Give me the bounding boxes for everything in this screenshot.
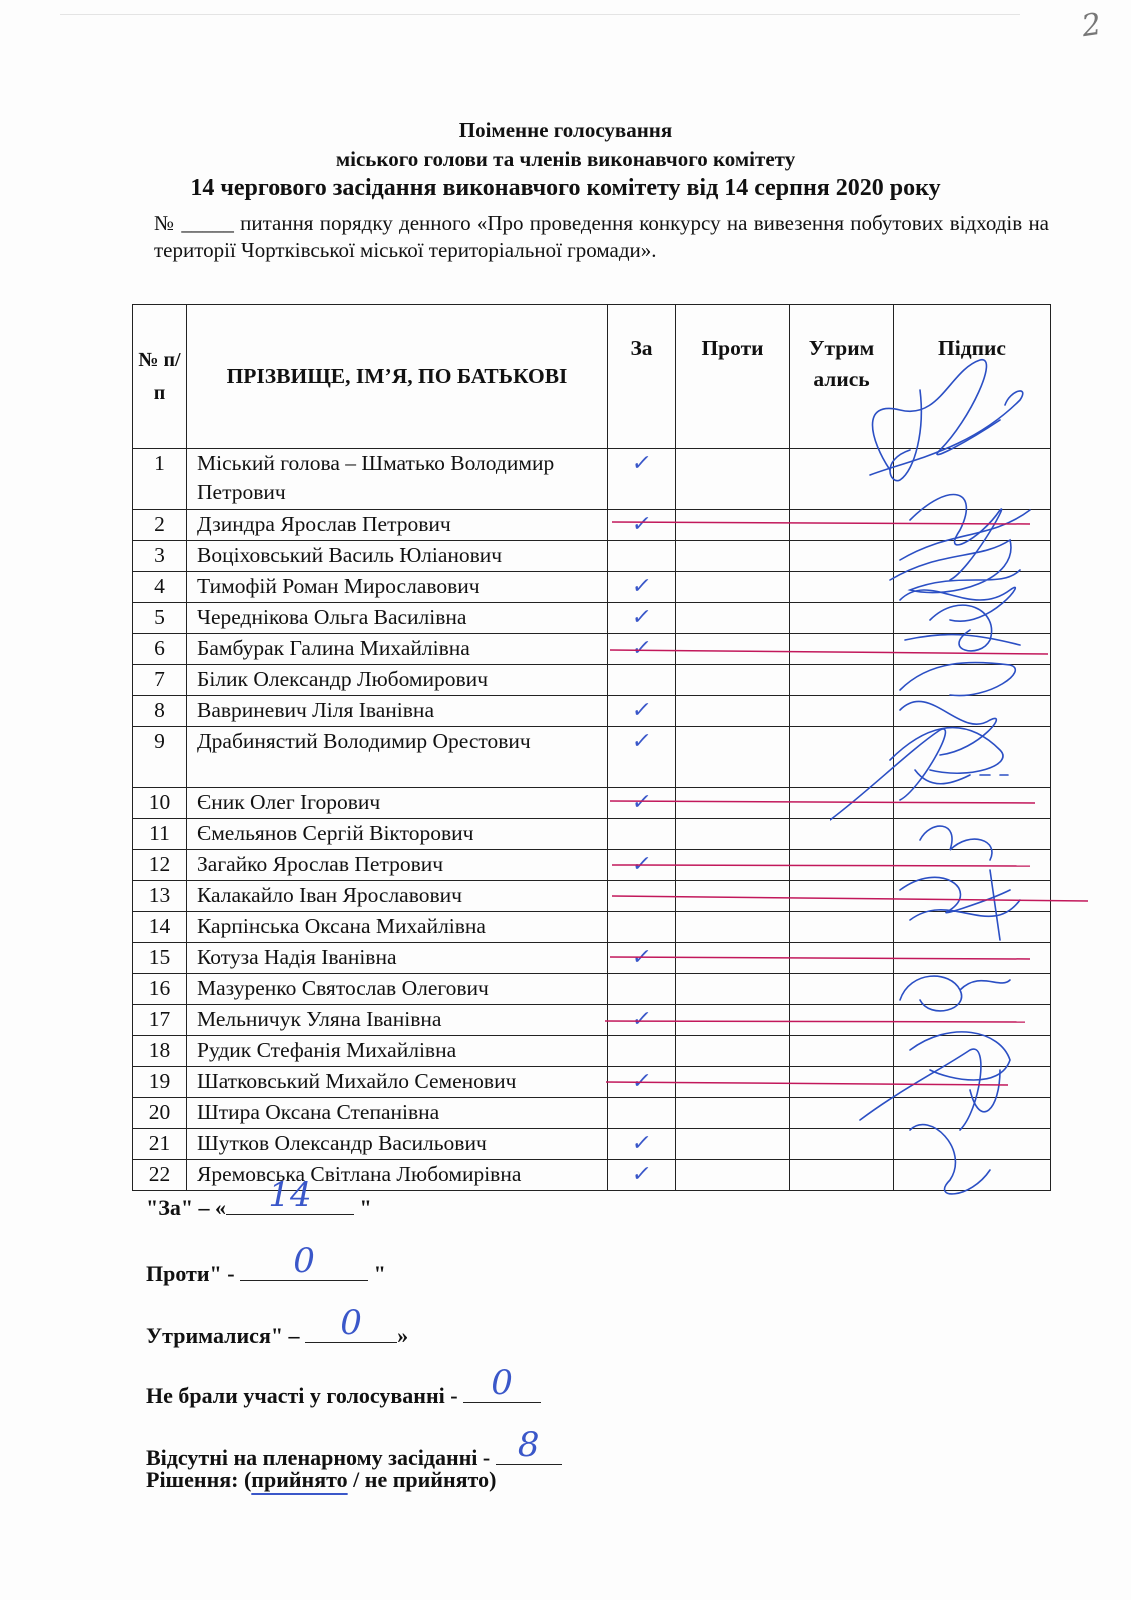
check-mark-icon: ✓ xyxy=(630,574,653,599)
vote-for-cell xyxy=(608,727,676,788)
col-against-header: Проти xyxy=(676,305,790,449)
table-row xyxy=(133,943,1051,974)
check-mark-icon: ✓ xyxy=(630,636,653,661)
vote-against-cell xyxy=(676,974,790,1005)
vote-abstain-cell xyxy=(790,603,894,634)
table-header-row xyxy=(133,305,1051,449)
table-row xyxy=(133,819,1051,850)
vote-abstain-cell xyxy=(790,850,894,881)
member-name: Мельничук Уляна Іванівна xyxy=(187,1005,608,1036)
member-name: Міський голова – Шматько Володимир Петрович xyxy=(187,449,608,510)
vote-abstain-cell xyxy=(790,665,894,696)
signature-cell xyxy=(894,1129,1051,1160)
vote-against-cell xyxy=(676,1067,790,1098)
summary-for-label: "За" – « xyxy=(146,1195,227,1220)
row-number: 22 xyxy=(133,1160,187,1191)
signature-cell xyxy=(894,510,1051,541)
vote-against-cell xyxy=(676,1129,790,1160)
table-row xyxy=(133,912,1051,943)
row-number: 11 xyxy=(133,819,187,850)
vote-for-cell xyxy=(608,850,676,881)
signature-cell xyxy=(894,696,1051,727)
table-row xyxy=(133,572,1051,603)
signature-cell xyxy=(894,850,1051,881)
vote-against-cell xyxy=(676,1005,790,1036)
summary-against-value: 0 xyxy=(293,1241,315,1281)
vote-for-cell xyxy=(608,974,676,1005)
vote-abstain-cell xyxy=(790,788,894,819)
summary-absent-label: Відсутні на пленарному засіданні - xyxy=(146,1445,496,1470)
member-name: Білик Олександр Любомирович xyxy=(187,665,608,696)
vote-abstain-cell xyxy=(790,541,894,572)
vote-abstain-cell xyxy=(790,510,894,541)
table-row xyxy=(133,974,1051,1005)
vote-abstain-cell xyxy=(790,449,894,510)
table-row xyxy=(133,449,1051,510)
table-row xyxy=(133,727,1051,788)
vote-abstain-cell xyxy=(790,696,894,727)
row-number: 2 xyxy=(133,510,187,541)
title: Поіменне голосування xyxy=(458,118,673,142)
table-row xyxy=(133,1067,1051,1098)
table-row xyxy=(133,541,1051,572)
summary-absent-value: 8 xyxy=(517,1425,540,1465)
vote-abstain-cell xyxy=(790,634,894,665)
vote-abstain-cell xyxy=(790,1160,894,1191)
table-row xyxy=(133,1098,1051,1129)
signature-cell xyxy=(894,881,1051,912)
signature-cell xyxy=(894,1067,1051,1098)
member-name: Воціховський Василь Юліанович xyxy=(187,541,608,572)
table-row xyxy=(133,1005,1051,1036)
vote-against-cell xyxy=(676,696,790,727)
subtitle: міського голови та членів виконавчого комітету xyxy=(335,147,796,171)
vote-against-cell xyxy=(676,572,790,603)
summary-not-voted-label: Не брали участі у голосуванні - xyxy=(146,1383,464,1408)
vote-against-cell xyxy=(676,819,790,850)
signature-cell xyxy=(894,1036,1051,1067)
member-name: Тимофій Роман Мирославович xyxy=(187,572,608,603)
member-name: Яремовська Світлана Любомирівна xyxy=(187,1160,608,1191)
vote-against-cell xyxy=(676,510,790,541)
vote-abstain-cell xyxy=(790,727,894,788)
check-mark-icon: ✓ xyxy=(630,852,653,877)
member-name: Шутков Олександр Васильович xyxy=(187,1129,608,1160)
decision-label: Рішення: ( xyxy=(146,1467,252,1492)
row-number: 21 xyxy=(133,1129,187,1160)
vote-against-cell xyxy=(676,634,790,665)
row-number: 13 xyxy=(133,881,187,912)
check-mark-icon: ✓ xyxy=(630,605,653,630)
vote-against-cell xyxy=(676,541,790,572)
vote-against-cell xyxy=(676,603,790,634)
vote-for-cell xyxy=(608,1067,676,1098)
signature-cell xyxy=(894,974,1051,1005)
vote-for-cell xyxy=(608,449,676,510)
vote-against-cell xyxy=(676,665,790,696)
row-number: 3 xyxy=(133,541,187,572)
member-name: Драбинястий Володимир Орестович xyxy=(187,727,608,788)
vote-abstain-cell xyxy=(790,1067,894,1098)
signature-cell xyxy=(894,819,1051,850)
vote-abstain-cell xyxy=(790,943,894,974)
summary-not-voted-value: 0 xyxy=(491,1363,513,1403)
vote-against-cell xyxy=(676,1036,790,1067)
vote-against-cell xyxy=(676,943,790,974)
row-number: 1 xyxy=(133,449,187,510)
signature-cell xyxy=(894,1098,1051,1129)
signature-cell xyxy=(894,943,1051,974)
vote-for-cell xyxy=(608,634,676,665)
row-number: 12 xyxy=(133,850,187,881)
member-name: Єник Олег Ігорович xyxy=(187,788,608,819)
signature-cell xyxy=(894,788,1051,819)
vote-abstain-cell xyxy=(790,819,894,850)
col-num-header: № п/ п xyxy=(133,305,187,449)
table-row xyxy=(133,603,1051,634)
check-mark-icon: ✓ xyxy=(630,698,653,723)
vote-for-cell xyxy=(608,603,676,634)
vote-against-cell xyxy=(676,727,790,788)
vote-for-cell xyxy=(608,788,676,819)
vote-abstain-cell xyxy=(790,1036,894,1067)
vote-against-cell xyxy=(676,788,790,819)
summary-for xyxy=(146,1175,372,1221)
member-name: Калакайло Іван Ярославович xyxy=(187,881,608,912)
row-number: 7 xyxy=(133,665,187,696)
signature-cell xyxy=(894,449,1051,510)
member-name: Карпінська Оксана Михайлівна xyxy=(187,912,608,943)
vote-abstain-cell xyxy=(790,1129,894,1160)
col-signature-header: Підпис xyxy=(894,305,1051,449)
check-mark-icon: ✓ xyxy=(630,512,653,537)
member-name: Вавриневич Ліля Іванівна xyxy=(187,696,608,727)
member-name: Котуза Надія Іванівна xyxy=(187,943,608,974)
check-mark-icon: ✓ xyxy=(630,451,653,476)
vote-for-cell xyxy=(608,665,676,696)
agenda-item: № _____ питання порядку денного «Про проведення конкурсу на вивезення побутових відходів на території Чортківської міської територіальної громади». xyxy=(154,211,1049,262)
col-abstain-header: Утрим ались xyxy=(790,305,894,449)
check-mark-icon: ✓ xyxy=(630,1162,653,1187)
member-name: Загайко Ярослав Петрович xyxy=(187,850,608,881)
table-row xyxy=(133,881,1051,912)
check-mark-icon: ✓ xyxy=(630,1007,653,1032)
check-mark-icon: ✓ xyxy=(630,790,653,815)
signature-cell xyxy=(894,727,1051,788)
row-number: 20 xyxy=(133,1098,187,1129)
summary-abstain-label: Утрималися" – xyxy=(146,1323,306,1348)
summary-against-label: Проти" - xyxy=(146,1261,241,1286)
row-number: 8 xyxy=(133,696,187,727)
vote-abstain-cell xyxy=(790,881,894,912)
vote-for-cell xyxy=(608,881,676,912)
vote-for-cell xyxy=(608,541,676,572)
row-number: 17 xyxy=(133,1005,187,1036)
signature-cell xyxy=(894,541,1051,572)
vote-for-cell xyxy=(608,1005,676,1036)
vote-for-cell xyxy=(608,1129,676,1160)
member-name: Шатковський Михайло Семенович xyxy=(187,1067,608,1098)
table-row xyxy=(133,665,1051,696)
member-name: Мазуренко Святослав Олегович xyxy=(187,974,608,1005)
col-name-header: ПРІЗВИЩЕ, ІМ’Я, ПО БАТЬКОВІ xyxy=(187,305,608,449)
vote-for-cell xyxy=(608,696,676,727)
member-name: Бамбурак Галина Михайлівна xyxy=(187,634,608,665)
table-row xyxy=(133,696,1051,727)
vote-for-cell xyxy=(608,1098,676,1129)
table-row xyxy=(133,1036,1051,1067)
vote-abstain-cell xyxy=(790,912,894,943)
summary-abstain-end: » xyxy=(397,1323,409,1348)
table-row xyxy=(133,510,1051,541)
vote-for-cell xyxy=(608,1160,676,1191)
table-row xyxy=(133,634,1051,665)
vote-abstain-cell xyxy=(790,572,894,603)
row-number: 19 xyxy=(133,1067,187,1098)
summary-for-value: 14 xyxy=(268,1175,312,1215)
summary-abstain-value: 0 xyxy=(340,1303,362,1343)
scan-artifact xyxy=(60,14,1020,15)
row-number: 6 xyxy=(133,634,187,665)
check-mark-icon: ✓ xyxy=(630,729,653,754)
vote-for-cell xyxy=(608,510,676,541)
summary-abstain xyxy=(146,1303,409,1349)
signature-cell xyxy=(894,1160,1051,1191)
col-for-header: За xyxy=(608,305,676,449)
row-number: 16 xyxy=(133,974,187,1005)
signature-cell xyxy=(894,665,1051,696)
vote-abstain-cell xyxy=(790,1005,894,1036)
summary-against-end: " xyxy=(368,1261,386,1286)
vote-against-cell xyxy=(676,881,790,912)
row-number: 10 xyxy=(133,788,187,819)
vote-for-cell xyxy=(608,912,676,943)
summary-for-end: " xyxy=(354,1195,372,1220)
summary-not-voted xyxy=(146,1363,541,1409)
signature-cell xyxy=(894,1005,1051,1036)
member-name: Череднікова Ольга Василівна xyxy=(187,603,608,634)
row-number: 4 xyxy=(133,572,187,603)
signature-cell xyxy=(894,572,1051,603)
member-name: Дзиндра Ярослав Петрович xyxy=(187,510,608,541)
member-name: Штира Оксана Степанівна xyxy=(187,1098,608,1129)
row-number: 15 xyxy=(133,943,187,974)
member-name: Рудик Стефанія Михайлівна xyxy=(187,1036,608,1067)
vote-against-cell xyxy=(676,912,790,943)
table-row xyxy=(133,1129,1051,1160)
row-number: 5 xyxy=(133,603,187,634)
vote-against-cell xyxy=(676,1098,790,1129)
vote-for-cell xyxy=(608,819,676,850)
signature-cell xyxy=(894,603,1051,634)
row-number: 18 xyxy=(133,1036,187,1067)
vote-for-cell xyxy=(608,1036,676,1067)
decision-accepted: прийнято xyxy=(251,1467,348,1492)
vote-for-cell xyxy=(608,572,676,603)
table-row xyxy=(133,788,1051,819)
check-mark-icon: ✓ xyxy=(630,1131,653,1156)
vote-table xyxy=(132,304,1051,1191)
signature-cell xyxy=(894,634,1051,665)
vote-abstain-cell xyxy=(790,1098,894,1129)
vote-for-cell xyxy=(608,943,676,974)
check-mark-icon: ✓ xyxy=(630,1069,653,1094)
summary-decision xyxy=(146,1467,496,1493)
check-mark-icon: ✓ xyxy=(630,945,653,970)
page-number: 2 xyxy=(1079,6,1104,45)
meeting-line: 14 чергового засідання виконавчого комітету від 14 серпня 2020 року xyxy=(190,175,941,201)
vote-against-cell xyxy=(676,1160,790,1191)
table-row xyxy=(133,850,1051,881)
row-number: 14 xyxy=(133,912,187,943)
row-number: 9 xyxy=(133,727,187,788)
vote-against-cell xyxy=(676,850,790,881)
summary-against xyxy=(146,1241,386,1287)
member-name: Ємельянов Сергій Вікторович xyxy=(187,819,608,850)
signature-cell xyxy=(894,912,1051,943)
vote-abstain-cell xyxy=(790,974,894,1005)
vote-against-cell xyxy=(676,449,790,510)
decision-rest: / не прийнято) xyxy=(347,1467,497,1492)
